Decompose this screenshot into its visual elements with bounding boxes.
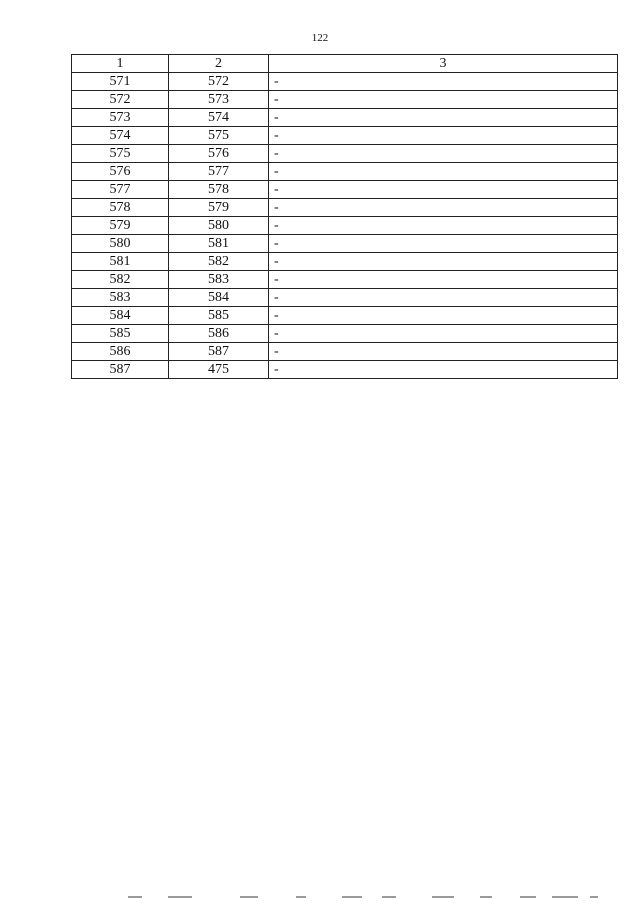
cell-to-point: 587 [169, 343, 269, 361]
cell-to-point: 586 [169, 325, 269, 343]
cell-description: - [269, 109, 618, 127]
cell-to-point: 585 [169, 307, 269, 325]
cell-from-point: 584 [72, 307, 169, 325]
cell-from-point: 581 [72, 253, 169, 271]
cell-description: - [269, 307, 618, 325]
cell-description: - [269, 199, 618, 217]
page-number: 122 [311, 32, 329, 44]
cell-from-point: 585 [72, 325, 169, 343]
column-header-2: 2 [169, 55, 269, 73]
table-row [72, 109, 618, 127]
table-row [72, 73, 618, 91]
cell-to-point: 574 [169, 109, 269, 127]
table-row [72, 181, 618, 199]
cell-from-point: 586 [72, 343, 169, 361]
cell-description: - [269, 91, 618, 109]
cell-from-point: 579 [72, 217, 169, 235]
cell-to-point: 580 [169, 217, 269, 235]
cell-description: - [269, 289, 618, 307]
cell-description: - [269, 253, 618, 271]
cell-to-point: 576 [169, 145, 269, 163]
cell-from-point: 573 [72, 109, 169, 127]
cell-to-point: 581 [169, 235, 269, 253]
table-header-row [72, 55, 618, 73]
cell-from-point: 577 [72, 181, 169, 199]
cell-to-point: 575 [169, 127, 269, 145]
cell-from-point: 587 [72, 361, 169, 379]
cell-from-point: 583 [72, 289, 169, 307]
cell-description: - [269, 271, 618, 289]
cell-to-point: 583 [169, 271, 269, 289]
cell-description: - [269, 325, 618, 343]
cell-from-point: 580 [72, 235, 169, 253]
cell-description: - [269, 73, 618, 91]
cell-description: - [269, 181, 618, 199]
cell-from-point: 575 [72, 145, 169, 163]
table-row [72, 253, 618, 271]
cell-from-point: 574 [72, 127, 169, 145]
cell-from-point: 571 [72, 73, 169, 91]
table-row [72, 325, 618, 343]
cell-from-point: 578 [72, 199, 169, 217]
cell-to-point: 578 [169, 181, 269, 199]
table-row [72, 163, 618, 181]
table-row [72, 235, 618, 253]
table-body [72, 73, 618, 379]
cell-description: - [269, 127, 618, 145]
cell-to-point: 582 [169, 253, 269, 271]
scan-artifact-marks [120, 893, 600, 901]
table-row [72, 145, 618, 163]
cell-description: - [269, 145, 618, 163]
coordinates-table [71, 54, 618, 379]
cell-description: - [269, 217, 618, 235]
cell-description: - [269, 163, 618, 181]
cell-to-point: 584 [169, 289, 269, 307]
cell-to-point: 573 [169, 91, 269, 109]
cell-to-point: 577 [169, 163, 269, 181]
table-row [72, 127, 618, 145]
cell-from-point: 582 [72, 271, 169, 289]
table-row [72, 343, 618, 361]
cell-from-point: 576 [72, 163, 169, 181]
cell-from-point: 572 [72, 91, 169, 109]
table-row [72, 289, 618, 307]
cell-description: - [269, 235, 618, 253]
table-row [72, 91, 618, 109]
cell-to-point: 579 [169, 199, 269, 217]
cell-description: - [269, 361, 618, 379]
table-row [72, 307, 618, 325]
cell-description: - [269, 343, 618, 361]
column-header-1: 1 [72, 55, 169, 73]
table-row [72, 271, 618, 289]
table-row [72, 361, 618, 379]
table-row [72, 217, 618, 235]
cell-to-point: 572 [169, 73, 269, 91]
table-row [72, 199, 618, 217]
column-header-3: 3 [269, 55, 618, 73]
cell-to-point: 475 [169, 361, 269, 379]
